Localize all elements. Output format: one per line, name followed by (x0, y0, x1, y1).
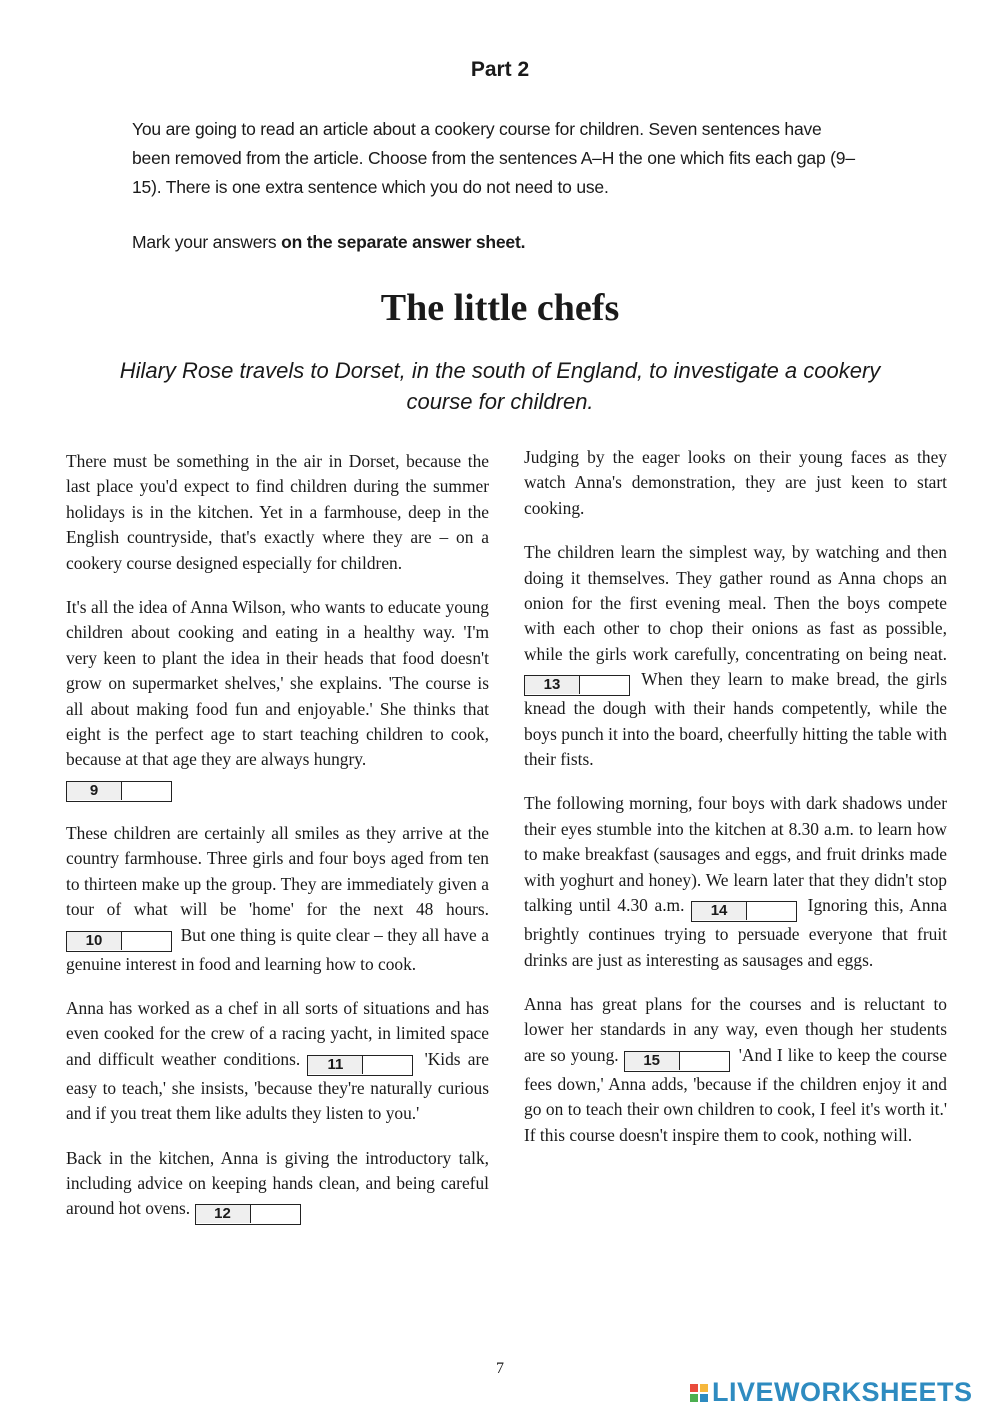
paragraph-text: But one thing is quite clear – they all have a genuine interest in food and learning how to cook. (66, 924, 489, 974)
paragraph-text: Back in the kitchen, Anna is giving the introductory talk, including advice on keeping hands clean, and being careful around hot ovens. (66, 1147, 489, 1219)
gap-13-answer-box[interactable] (524, 675, 630, 696)
paragraph-text: It's all the idea of Anna Wilson, who wants to educate young children about cooking and eating in a healthy way. 'I'm very keen to plant the idea in their heads that food doesn't grow on supermarket shelves,' she explains. 'The course is all about making food fun and enjoyable.' She thinks that eight is the perfect age to start teaching children to cook, because at that age they are always hungry. (66, 597, 489, 770)
gap-12-answer-box[interactable] (195, 1204, 301, 1225)
logo-square (690, 1394, 698, 1402)
paragraph: There must be something in the air in Dorset, because the last place you'd expect to find children during the summer holidays is in the kitchen. Yet in a farmhouse, deep in the English countryside, that's exactly where they are – on a cookery course designed especially for children. (66, 451, 489, 573)
paragraph (66, 821, 489, 977)
paragraph-text: Ignoring this, Anna brightly continues trying to persuade everyone that fruit drinks are just as interesting as sausages and eggs. (524, 895, 947, 970)
gap-number: 11 (308, 1056, 363, 1074)
paragraph-text: These children are certainly all smiles as they arrive at the country farmhouse. Three girls and four boys aged from ten to thirteen make up the group. They are immediately given a tour of what will be 'home' for the next 48 hours. (66, 822, 489, 920)
article-subtitle: Hilary Rose travels to Dorset, in the south of England, to investigate a cookery course for children. (119, 358, 881, 414)
left-column (66, 449, 489, 1244)
gap-number: 13 (525, 676, 580, 694)
paragraph-text: 'Kids are easy to teach,' she insists, 'because they're naturally curious and if you treat them like adults they listen to you.' (66, 1048, 489, 1124)
logo-square (700, 1394, 708, 1402)
paragraph (66, 595, 489, 802)
paragraph: Judging by the eager looks on their young faces as they watch Anna's demonstration, they are just keen to start cooking. (524, 447, 947, 518)
paragraph-text: Anna has great plans for the courses and is reluctant to lower her standards in any way, even though her students are so young. (524, 993, 947, 1065)
gap-number: 15 (625, 1052, 680, 1070)
gap-number: 14 (692, 902, 747, 920)
gap-10-answer-box[interactable] (66, 931, 172, 952)
brand-text: LIVEWORKSHEETS (712, 1377, 973, 1407)
instruction-prefix: Mark your answers (132, 232, 282, 252)
right-column (524, 445, 947, 1167)
paragraph (524, 992, 947, 1148)
gap-number: 9 (67, 782, 122, 800)
logo-squares-icon (690, 1384, 708, 1402)
logo-square (690, 1384, 698, 1392)
paragraph (66, 1146, 489, 1226)
paragraph (66, 996, 489, 1127)
page-number: 7 (496, 1360, 504, 1377)
gap-11-answer-box[interactable] (307, 1055, 413, 1076)
gap-15-answer-box[interactable] (624, 1051, 730, 1072)
article-title: The little chefs (380, 287, 620, 329)
gap-number: 10 (67, 932, 122, 950)
gap-number: 12 (196, 1205, 251, 1223)
instruction-bold: on the separate answer sheet. (281, 232, 526, 252)
instructions-text: You are going to read an article about a cookery course for children. Seven sentences have been removed from the article. Choose from the sentences A–H the one which fits each gap (9–15). There is one extra sentence which you do not need to use. (132, 119, 855, 197)
logo-square (700, 1384, 708, 1392)
paragraph-text: When they learn to make bread, the girls knead the dough with their hands competently, while the boys punch it into the board, cheerfully hitting the table with their fists. (524, 669, 947, 770)
paragraph-text: The children learn the simplest way, by watching and then doing it themselves. They gather round as Anna chops an onion for the first evening meal. Then the boys compete with each other to chop their onions as fast as possible, while the girls work carefully, concentrating on being neat. (524, 542, 947, 664)
paragraph-text: Anna has worked as a chef in all sorts of situations and has even cooked for the crew of a racing yacht, in limited space and difficult weather conditions. (66, 997, 489, 1069)
paragraph-text: The following morning, four boys with dark shadows under their eyes stumble into the kitchen at 8.30 a.m. to learn how to make breakfast (sausages and eggs, and fruit drinks made with yoghurt and honey). We learn later that they didn't stop talking until 4.30 a.m. (524, 793, 947, 916)
paragraph (524, 791, 947, 972)
answer-sheet-instruction (132, 228, 862, 257)
paragraph-text: 'And I like to keep the course fees down,' Anna adds, 'because if the children enjoy it and go on to teach their own children to cook, I feel it's worth it.' If this course doesn't inspire them to cook, nothing will. (524, 1044, 947, 1145)
paragraph (524, 540, 947, 772)
gap-9-answer-box[interactable] (66, 781, 172, 802)
part-heading: Part 2 (470, 58, 530, 81)
liveworksheets-logo (690, 1377, 973, 1408)
gap-14-answer-box[interactable] (691, 901, 797, 922)
